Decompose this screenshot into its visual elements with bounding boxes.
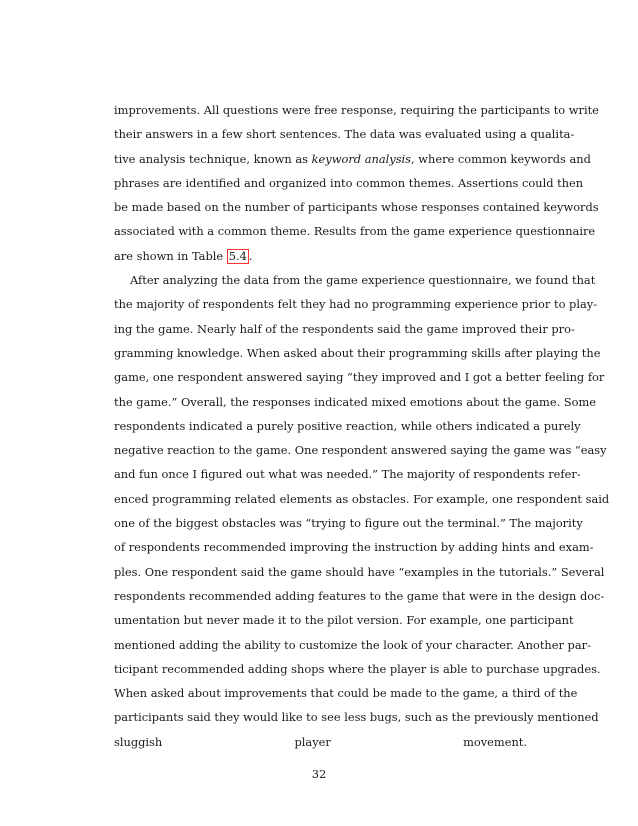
page-number: 32 bbox=[311, 767, 327, 781]
body-text bbox=[114, 98, 610, 778]
line-text: are shown in Table bbox=[114, 248, 227, 263]
paragraph-1-line-1: improvements. All questions were free response, requiring the participants to write bbox=[114, 103, 599, 117]
paragraph-2-line-2: the majority of respondents felt they had no programming experience prior to play- bbox=[114, 297, 598, 312]
paragraph-1-line-7 bbox=[114, 244, 527, 268]
paragraph-2-line-3: ing the game. Nearly half of the respondents said the game improved their pro- bbox=[114, 321, 575, 336]
paragraph-1-line-2: their answers in a few short sentences. The data was evaluated using a qualita- bbox=[114, 127, 575, 142]
paragraph-2-line-20: sluggish player movement. bbox=[114, 734, 527, 749]
table-reference-link[interactable]: 5.4 bbox=[228, 248, 247, 263]
paragraph-1-line-3 bbox=[114, 147, 591, 171]
paragraph-2-line-15: umentation but never made it to the pilot version. For example, one participant bbox=[114, 613, 574, 628]
paragraph-2-line-13: ples. One respondent said the game should have “examples in the tutorials.” Several bbox=[114, 564, 605, 579]
paragraph-1-line-4: phrases are identified and organized into common themes. Assertions could then bbox=[114, 175, 584, 190]
paragraph-2-line-1: After analyzing the data from the game experience questionnaire, we found that bbox=[130, 273, 596, 288]
paragraph-2-line-18: When asked about improvements that could be made to the game, a third of the bbox=[114, 686, 578, 701]
paragraph-1-line-6: associated with a common theme. Results from the game experience questionnaire bbox=[114, 224, 596, 239]
line-text: . bbox=[248, 248, 253, 263]
paragraph-2-line-12: of respondents recommended improving the instruction by adding hints and exam- bbox=[114, 540, 594, 555]
paragraph-2-line-6: the game.” Overall, the responses indicated mixed emotions about the game. Some bbox=[114, 394, 597, 409]
line-text: , where common keywords and bbox=[411, 151, 591, 166]
paragraph-2-line-4: gramming knowledge. When asked about their programming skills after playing the bbox=[114, 345, 601, 360]
paragraph-2-line-8: negative reaction to the game. One respondent answered saying the game was “easy bbox=[114, 443, 607, 458]
paragraph-2-line-19: participants said they would like to see less bugs, such as the previously mentioned bbox=[114, 710, 599, 725]
paragraph-2-line-14: respondents recommended adding features to the game that were in the design doc- bbox=[114, 588, 605, 603]
paragraph-2-line-11: one of the biggest obstacles was “trying to figure out the terminal.” The majority bbox=[114, 516, 583, 531]
paragraph-2-line-10: enced programming related elements as obstacles. For example, one respondent said bbox=[114, 491, 610, 506]
paragraph-2-line-5: game, one respondent answered saying “they improved and I got a better feeling for bbox=[114, 370, 605, 385]
emphasized-term: keyword analysis bbox=[311, 151, 412, 166]
line-text: tive analysis technique, known as bbox=[114, 151, 312, 166]
paragraph-2-line-7: respondents indicated a purely positive reaction, while others indicated a purely bbox=[114, 418, 581, 433]
paragraph-2-line-9: and fun once I figured out what was needed.” The majority of respondents refer- bbox=[114, 467, 581, 482]
paragraph-2-line-16: mentioned adding the ability to customize the look of your character. Another par- bbox=[114, 637, 591, 652]
paragraph-1-line-5: be made based on the number of participants whose responses contained keywords bbox=[114, 200, 599, 215]
paragraph-2-line-17: ticipant recommended adding shops where the player is able to purchase upgrades. bbox=[114, 661, 601, 676]
